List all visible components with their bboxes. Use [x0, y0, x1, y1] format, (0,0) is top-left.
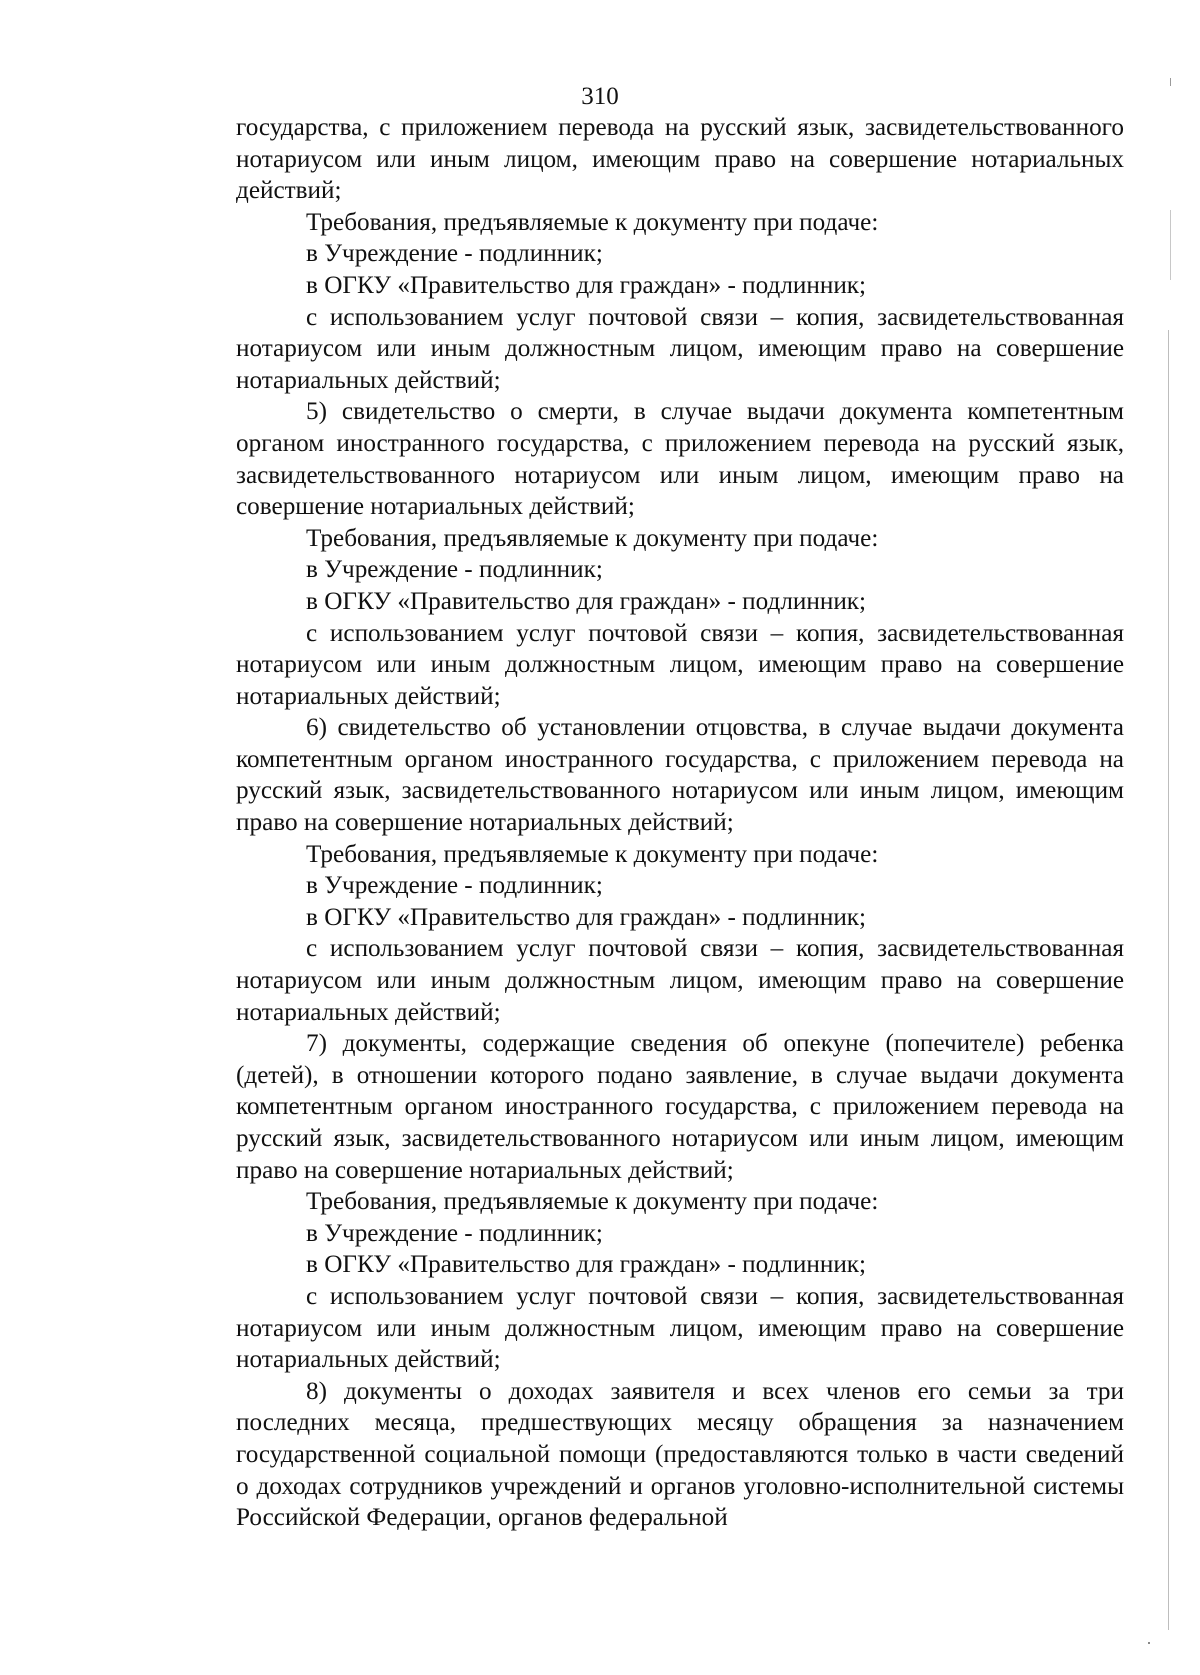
- paragraph: в Учреждение - подлинник;: [306, 556, 603, 584]
- scan-artifact: [1148, 1642, 1150, 1644]
- paragraph: с использованием услуг почтовой связи – копия, засвидетельствованная нотариусом или иным должностным лицом, имеющим право на совершение нотариальных действий;: [236, 619, 1124, 710]
- paragraph: Требования, предъявляемые к документу при подаче:: [306, 840, 879, 868]
- paragraph: в ОГКУ «Правительство для граждан» - подлинник;: [306, 271, 867, 299]
- scan-artifact: [1170, 210, 1171, 280]
- paragraph: Требования, предъявляемые к документу при подаче:: [306, 208, 879, 236]
- paragraph: государства, с приложением перевода на русский язык, засвидетельствованного нотариусом или иным лицом, имеющим право на совершение нотариальных действий;: [236, 114, 1124, 205]
- paragraph: 5) свидетельство о смерти, в случае выдачи документа компетентным органом иностранного государства, с приложением перевода на русский язык, засвидетельствованного нотариусом или иным лицом, имеющим право на совершение нотариальных действий;: [236, 398, 1124, 521]
- scan-artifact: [1168, 330, 1169, 1630]
- paragraph: 6) свидетельство об установлении отцовства, в случае выдачи документа компетентным органом иностранного государства, с приложением перевода на русский язык, засвидетельствованного нотариусом или иным лицом, имеющим право на совершение нотариальных действий;: [236, 714, 1124, 837]
- document-body: [236, 112, 1124, 1534]
- paragraph: Требования, предъявляемые к документу при подаче:: [306, 524, 879, 552]
- paragraph: в ОГКУ «Правительство для граждан» - подлинник;: [306, 1251, 867, 1279]
- page-number: 310: [581, 83, 619, 110]
- paragraph: в Учреждение - подлинник;: [306, 872, 603, 900]
- scan-artifact: [1170, 78, 1171, 86]
- paragraph: 7) документы, содержащие сведения об опекуне (попечителе) ребенка (детей), в отношении которого подано заявление, в случае выдачи документа компетентным органом иностранного государства, с приложением перевода на русский язык, засвидетельствованного нотариусом или иным лицом, имеющим право на совершение нотариальных действий;: [236, 1030, 1124, 1184]
- paragraph: 8) документы о доходах заявителя и всех членов его семьи за три последних месяца, предшествующих месяцу обращения за назначением государственной социальной помощи (предоставляются только в части сведений о доходах сотрудников учреждений и органов уголовно-исполнительной системы Российской Федерации, органов федеральной: [236, 1377, 1124, 1532]
- paragraph: с использованием услуг почтовой связи – копия, засвидетельствованная нотариусом или иным должностным лицом, имеющим право на совершение нотариальных действий;: [236, 1282, 1124, 1374]
- paragraph: в Учреждение - подлинник;: [306, 1219, 603, 1247]
- paragraph: с использованием услуг почтовой связи – копия, засвидетельствованная нотариусом или иным должностным лицом, имеющим право на совершение нотариальных действий;: [236, 935, 1124, 1026]
- paragraph: Требования, предъявляемые к документу при подаче:: [306, 1188, 879, 1216]
- paragraph: в ОГКУ «Правительство для граждан» - подлинник;: [306, 903, 867, 931]
- paragraph: с использованием услуг почтовой связи – копия, засвидетельствованная нотариусом или иным должностным лицом, имеющим право на совершение нотариальных действий;: [236, 303, 1124, 394]
- paragraph: в ОГКУ «Правительство для граждан» - подлинник;: [306, 587, 867, 615]
- paragraph: в Учреждение - подлинник;: [306, 240, 603, 268]
